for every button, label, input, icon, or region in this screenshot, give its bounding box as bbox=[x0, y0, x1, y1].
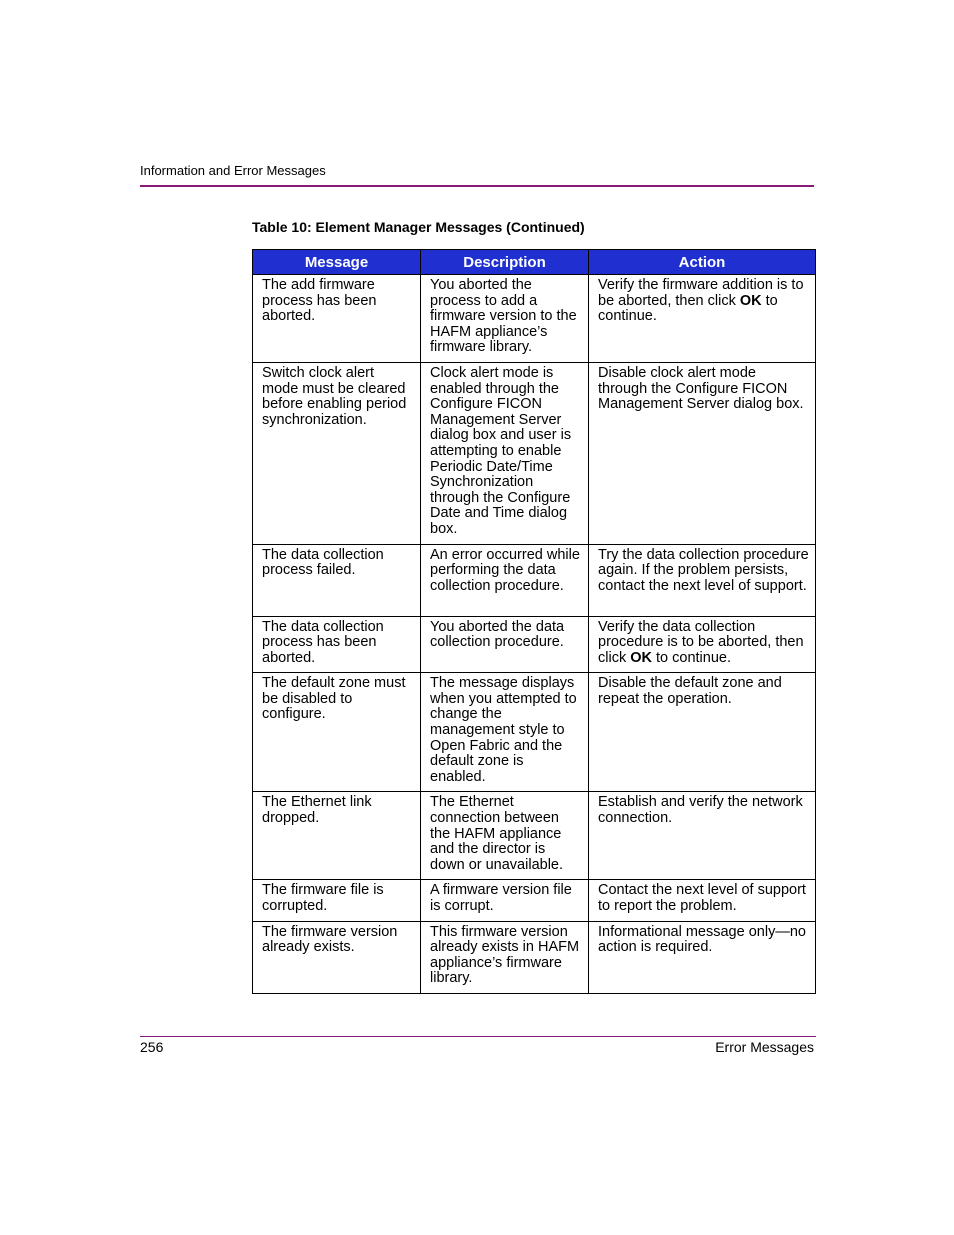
table-row bbox=[253, 921, 816, 993]
action-cell bbox=[589, 275, 816, 363]
description-cell: A firmware version file is corrupt. bbox=[421, 880, 589, 921]
column-header-action: Action bbox=[589, 250, 816, 275]
action-text: Verify the data collection procedure is to be aborted, then click bbox=[598, 618, 804, 666]
message-cell: The add firmware process has been aborted. bbox=[253, 275, 421, 363]
footer-section-title: Error Messages bbox=[715, 1039, 814, 1055]
table-row bbox=[253, 544, 816, 616]
footer-rule bbox=[140, 1036, 816, 1037]
description-cell: This firmware version already exists in HAFM appliance’s firmware library. bbox=[421, 921, 589, 993]
page-number: 256 bbox=[140, 1039, 164, 1055]
description-cell: The message displays when you attempted to change the management style to Open Fabric and the default zone is enabled. bbox=[421, 673, 589, 792]
message-cell: The data collection process has been aborted. bbox=[253, 616, 421, 673]
description-cell: The Ethernet connection between the HAFM appliance and the director is down or unavailable. bbox=[421, 792, 589, 880]
action-cell bbox=[589, 673, 816, 792]
table-row bbox=[253, 616, 816, 673]
action-text: Disable clock alert mode through the Configure FICON Management Server dialog box. bbox=[598, 364, 804, 413]
header-rule bbox=[140, 185, 814, 187]
message-cell: The Ethernet link dropped. bbox=[253, 792, 421, 880]
action-cell bbox=[589, 880, 816, 921]
action-text-end: to continue. bbox=[651, 649, 731, 666]
table-header-row bbox=[253, 250, 816, 275]
action-text: Establish and verify the network connection. bbox=[598, 794, 803, 827]
ok-key-label: OK bbox=[630, 649, 652, 666]
messages-table bbox=[252, 249, 816, 994]
column-header-description: Description bbox=[421, 250, 589, 275]
table-row bbox=[253, 275, 816, 363]
action-text: Verify the firmware addition is to be aborted, then click bbox=[598, 277, 804, 309]
description-cell: An error occurred while performing the data collection procedure. bbox=[421, 544, 589, 616]
action-text-end: to continue. bbox=[598, 292, 778, 325]
table-row bbox=[253, 362, 816, 544]
running-header: Information and Error Messages bbox=[140, 163, 326, 178]
action-cell bbox=[589, 792, 816, 880]
message-cell: The firmware file is corrupted. bbox=[253, 880, 421, 921]
description-cell: Clock alert mode is enabled through the Configure FICON Management Server dialog box and user is attempting to enable Periodic Date/Time Synchronization through the Configure Date and Time dialog box. bbox=[421, 362, 589, 544]
action-text: Disable the default zone and repeat the operation. bbox=[598, 675, 782, 707]
action-cell bbox=[589, 544, 816, 616]
message-cell: The firmware version already exists. bbox=[253, 921, 421, 993]
action-cell bbox=[589, 616, 816, 673]
column-header-message: Message bbox=[253, 250, 421, 275]
ok-key-label: OK bbox=[739, 292, 762, 309]
action-text: Try the data collection procedure again. If the problem persists, contact the next level of support. bbox=[598, 546, 809, 594]
action-text: Contact the next level of support to report the problem. bbox=[598, 882, 806, 914]
message-cell: The data collection process failed. bbox=[253, 544, 421, 616]
table-row bbox=[253, 880, 816, 921]
action-cell bbox=[589, 921, 816, 993]
message-cell: The default zone must be disabled to configure. bbox=[253, 673, 421, 792]
message-cell: Switch clock alert mode must be cleared before enabling period synchronization. bbox=[253, 362, 421, 544]
table-row bbox=[253, 792, 816, 880]
action-text: Informational message only—no action is required. bbox=[598, 923, 806, 956]
description-cell: You aborted the data collection procedure. bbox=[421, 616, 589, 673]
action-cell bbox=[589, 362, 816, 544]
table-row bbox=[253, 673, 816, 792]
description-cell: You aborted the process to add a firmware version to the HAFM appliance’s firmware library. bbox=[421, 275, 589, 363]
table-caption: Table 10: Element Manager Messages (Continued) bbox=[252, 219, 585, 235]
